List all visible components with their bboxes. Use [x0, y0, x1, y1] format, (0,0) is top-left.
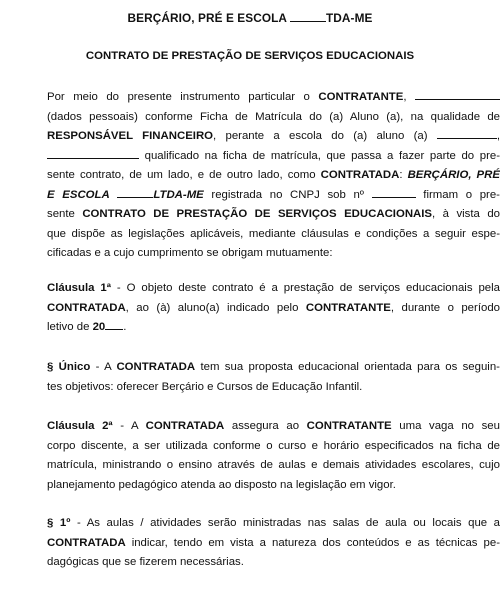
school-suffix: LTDA-ME — [153, 188, 204, 201]
paragraph-line — [47, 358, 500, 378]
blank-line — [105, 319, 123, 330]
paragraph-line — [47, 279, 500, 299]
clause-1 — [47, 279, 500, 338]
text: assegura ao — [224, 420, 307, 432]
text: tes objetivos: oferecer Berçário e Cursos de Educação Infantil. — [47, 380, 363, 393]
blank-line — [290, 11, 326, 22]
paragraph-line — [47, 534, 500, 554]
text: uma vaga no seu — [391, 420, 500, 432]
paragraph-line — [47, 378, 500, 398]
blank-line — [117, 187, 153, 198]
text: , à vista do — [432, 208, 500, 220]
clause-heading: Cláusula 1ª — [47, 282, 111, 294]
paragraph-line: RESPONSÁVEL FINANCEIRO, perante a escola do (a) aluno (a) , — [47, 130, 500, 142]
text: - A — [112, 420, 146, 432]
paragraph-line — [47, 186, 500, 206]
intro-paragraph — [47, 88, 500, 264]
contratada-label: CONTRATADA — [145, 420, 225, 432]
contratada-label: CONTRATADA — [116, 361, 196, 373]
paragraph-line — [47, 88, 500, 108]
paragraph-heading: § Único — [47, 361, 91, 373]
paragraph-1 — [47, 514, 500, 573]
contract-name: CONTRATO DE PRESTAÇÃO DE SERVIÇOS EDUCACIONAIS — [82, 208, 433, 220]
clause-2 — [47, 417, 500, 495]
blank-line — [437, 128, 497, 139]
paragraph-line — [47, 437, 500, 457]
text: - A — [90, 361, 117, 373]
text: sente contrato, de um lado, e de outro lado, como — [47, 169, 321, 181]
text: Por meio do presente instrumento particular o — [47, 91, 319, 103]
paragraph-line — [47, 553, 500, 573]
text: corpo discente, a ser utilizada conforme o curso e horário especificados na ficha de — [47, 439, 500, 452]
blank-line — [415, 89, 500, 100]
contratada-label: CONTRATADA — [47, 301, 126, 314]
paragraph-line — [47, 456, 500, 476]
text: tem sua proposta educacional orientada para os seguin- — [195, 361, 500, 373]
contratante-label: CONTRATANTE — [318, 91, 404, 103]
text: indicar, tendo em vista a natureza dos conteúdos e as técnicas pe- — [125, 536, 500, 549]
text: cificadas e a cujo cumprimento se obrigam mutuamente: — [47, 247, 333, 259]
contratada-label: CONTRATADA — [47, 536, 126, 549]
text: , — [403, 91, 407, 103]
clause-heading: Cláusula 2ª — [47, 420, 113, 432]
paragraph-line — [47, 147, 500, 167]
text: sente — [47, 208, 83, 220]
paragraph-line — [47, 299, 500, 319]
contract-title: CONTRATO DE PRESTAÇÃO DE SERVIÇOS EDUCACIONAIS — [85, 50, 415, 62]
paragraph-line — [47, 225, 500, 245]
text: . — [123, 321, 127, 333]
text: - As aulas / atividades serão ministradas nas salas de aula ou locais que a — [70, 517, 500, 529]
text: letivo de — [47, 321, 93, 333]
paragraph-line — [47, 166, 500, 186]
paragraph-line — [47, 205, 500, 225]
paragraph-line — [47, 514, 500, 534]
header-title-prefix: BERÇÁRIO, PRÉ E ESCOLA — [127, 11, 287, 25]
paragraph-line — [47, 417, 500, 437]
document-header — [0, 11, 500, 25]
text: : — [399, 169, 408, 181]
text: matrícula, ministrando o ensino através de aulas e demais atividades escolares, cujo — [47, 459, 500, 471]
paragraph-heading: § 1º — [47, 517, 71, 529]
header-title-suffix: TDA-ME — [326, 11, 373, 25]
text: qualificado na ficha de matrícula, que passa a fazer parte do pre- — [144, 149, 500, 162]
text: , ao (à) aluno(a) indicado pelo — [125, 301, 306, 314]
text: firmam o pre- — [423, 188, 500, 201]
text: , perante a escola do (a) aluno (a) — [213, 130, 428, 142]
text: planejamento pedagógico atenda ao disposto na legislação em vigor. — [47, 478, 396, 491]
year-prefix: 20 — [92, 321, 106, 333]
blank-line — [372, 187, 416, 198]
paragraph-line — [47, 108, 500, 128]
paragraph-line — [47, 318, 500, 338]
contratada-label: CONTRATADA — [320, 169, 400, 181]
contratante-label: CONTRATANTE — [305, 301, 391, 314]
text: (dados pessoais) conforme Ficha de Matrícula do (a) Aluno (a), na qualidade de — [47, 110, 500, 123]
text: , durante o período — [390, 301, 500, 314]
contratante-label: CONTRATANTE — [306, 420, 392, 432]
text: dagógicas que se fizerem necessárias. — [47, 556, 244, 568]
text: que dispõe as legislações aplicáveis, mediante cláusulas e condições a seguir espe- — [47, 227, 500, 240]
responsavel-financeiro-label: RESPONSÁVEL FINANCEIRO — [47, 130, 214, 142]
paragraph-unico — [47, 358, 500, 397]
paragraph-line — [47, 476, 500, 496]
text: - O objeto deste contrato é a prestação de serviços educacionais pela — [110, 282, 500, 294]
paragraph-line — [47, 244, 500, 264]
text: registrada no CNPJ sob nº — [203, 188, 364, 201]
blank-line — [47, 148, 139, 159]
school-name: E ESCOLA — [47, 188, 110, 201]
school-name: BERÇÁRIO, PRÉ — [407, 169, 500, 181]
